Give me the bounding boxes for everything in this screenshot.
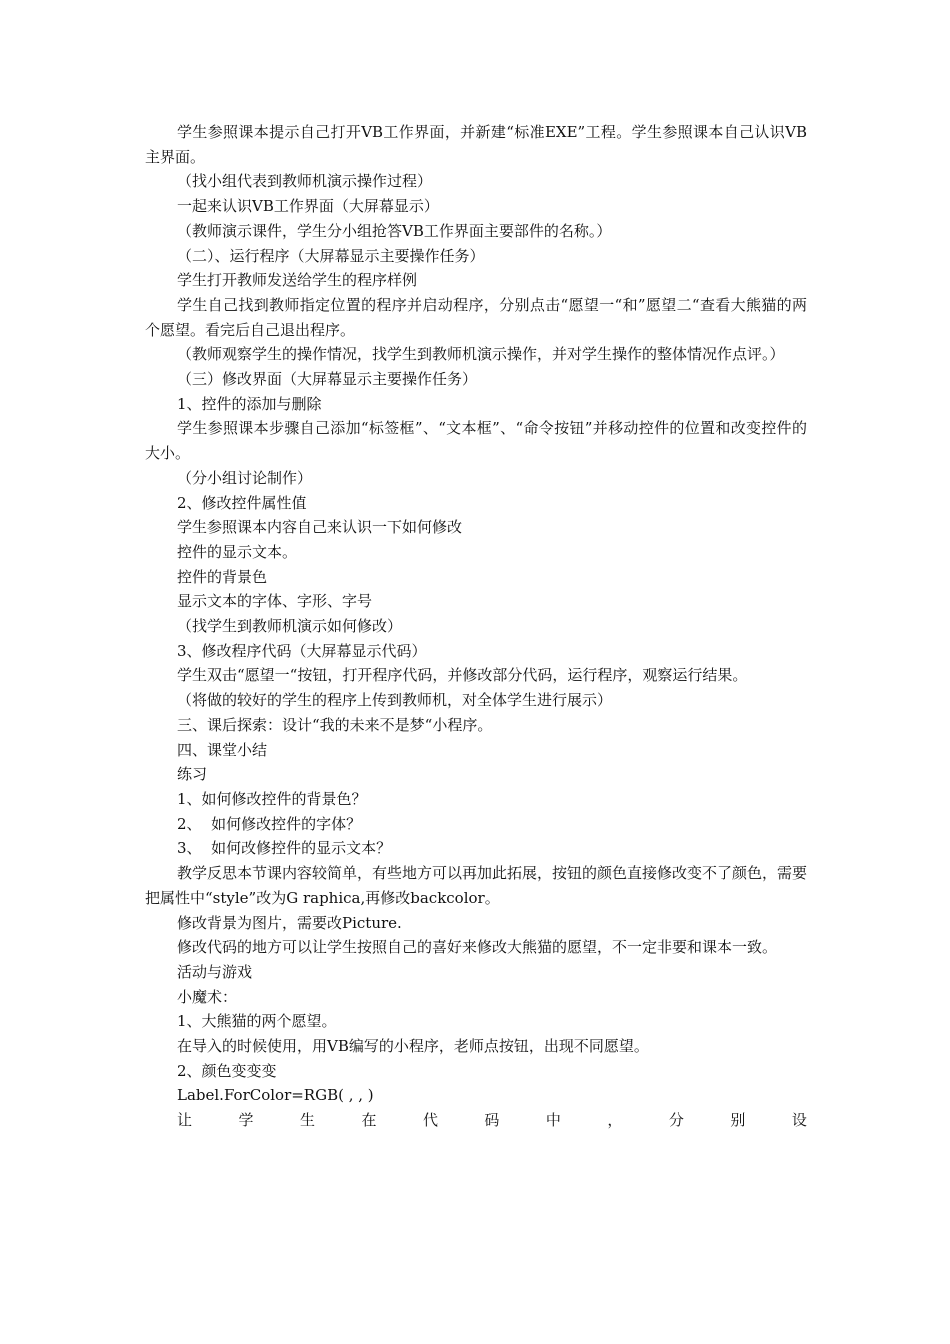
- paragraph: 控件的显示文本。: [177, 542, 298, 561]
- paragraph: （教师演示课件，学生分小组抢答VB工作界面主要部件的名称。）: [177, 221, 612, 240]
- subheading: 2、修改控件属性值: [177, 493, 307, 512]
- paragraph: 学生双击“愿望一“按钮，打开程序代码，并修改部分代码，运行程序，观察运行结果。: [177, 666, 748, 685]
- paragraph: 2、颜色变变变: [177, 1061, 277, 1080]
- paragraph: 学生参照课本步骤自己添加“标签框”、“文本框”、“命令按钮”并移动控件的位置和改变控件的大小。: [145, 419, 807, 463]
- paragraph: 学生参照课本提示自己打开VB工作界面，并新建“标准EXE”工程。学生参照课本自己认识VB主界面。: [145, 123, 807, 166]
- char: 代: [422, 1111, 438, 1130]
- subheading: 3、修改程序代码（大屏幕显示代码）: [177, 641, 427, 660]
- char: 学: [238, 1111, 254, 1130]
- paragraph: （分小组讨论制作）: [177, 468, 313, 487]
- exercise-item: 1、如何修改控件的背景色？: [177, 789, 367, 808]
- paragraph: 显示文本的字体、字形、字号: [177, 592, 373, 611]
- paragraph: 在导入的时候使用，用VB编写的小程序，老师点按钮，出现不同愿望。: [177, 1037, 649, 1056]
- paragraph: （将做的较好的学生的程序上传到教师机，对全体学生进行展示）: [177, 691, 613, 710]
- paragraph: （教师观察学生的操作情况，找学生到教师机演示操作，并对学生操作的整体情况作点评。）: [177, 345, 785, 364]
- paragraph: （找学生到教师机演示如何修改）: [177, 617, 403, 636]
- paragraph: （找小组代表到教师机演示操作过程）: [177, 172, 433, 191]
- char: 设: [791, 1111, 807, 1130]
- subheading: 小魔术：: [177, 987, 238, 1006]
- paragraph: 修改代码的地方可以让学生按照自己的喜好来修改大熊猫的愿望，不一定非要和课本一致。: [177, 938, 778, 957]
- exercise-item: 3、 如何改修控件的显示文本？: [177, 839, 392, 858]
- justified-last-line: [177, 1108, 807, 1133]
- paragraph: 学生自己找到教师指定位置的程序并启动程序，分别点击“愿望一“和”愿望二“查看大熊猫的两个愿望。看完后自己退出程序。: [145, 295, 807, 339]
- section-heading: （三）修改界面（大屏幕显示主要操作任务）: [177, 370, 478, 389]
- paragraph: 一起来认识VB工作界面（大屏幕显示）: [177, 197, 439, 216]
- char: 让: [177, 1111, 193, 1130]
- char: 生: [299, 1111, 315, 1130]
- code-line: Label.ForColor=RGB( , , ): [177, 1086, 374, 1105]
- paragraph: 教学反思本节课内容较简单，有些地方可以再加此拓展，按钮的颜色直接修改变不了颜色，需要把属性中“style”改为G raphica,再修改backcolor。: [145, 864, 808, 907]
- char: 分: [668, 1111, 684, 1130]
- exercise-item: 2、 如何修改控件的字体？: [177, 814, 362, 833]
- paragraph: 学生打开教师发送给学生的程序样例: [177, 271, 418, 290]
- char: 中: [545, 1111, 561, 1130]
- section-heading: 四、课堂小结: [177, 740, 268, 759]
- char: ，: [607, 1111, 623, 1130]
- paragraph: 修改背景为图片，需要改Picture.: [177, 913, 402, 932]
- section-heading: （二）、运行程序（大屏幕显示主要操作任务）: [177, 246, 485, 265]
- paragraph: 学生参照课本内容自己来认识一下如何修改: [177, 518, 463, 537]
- paragraph: 控件的背景色: [177, 567, 268, 586]
- subheading: 活动与游戏: [177, 962, 253, 981]
- paragraph: 1、大熊猫的两个愿望。: [177, 1012, 337, 1031]
- section-heading: 三、课后探索：设计“我的未来不是梦“小程序。: [177, 715, 493, 734]
- document-body: [145, 120, 807, 1133]
- char: 码: [484, 1111, 500, 1130]
- char: 别: [730, 1111, 746, 1130]
- subheading: 练习: [177, 765, 208, 784]
- subheading: 1、控件的添加与删除: [177, 394, 322, 413]
- char: 在: [361, 1111, 377, 1130]
